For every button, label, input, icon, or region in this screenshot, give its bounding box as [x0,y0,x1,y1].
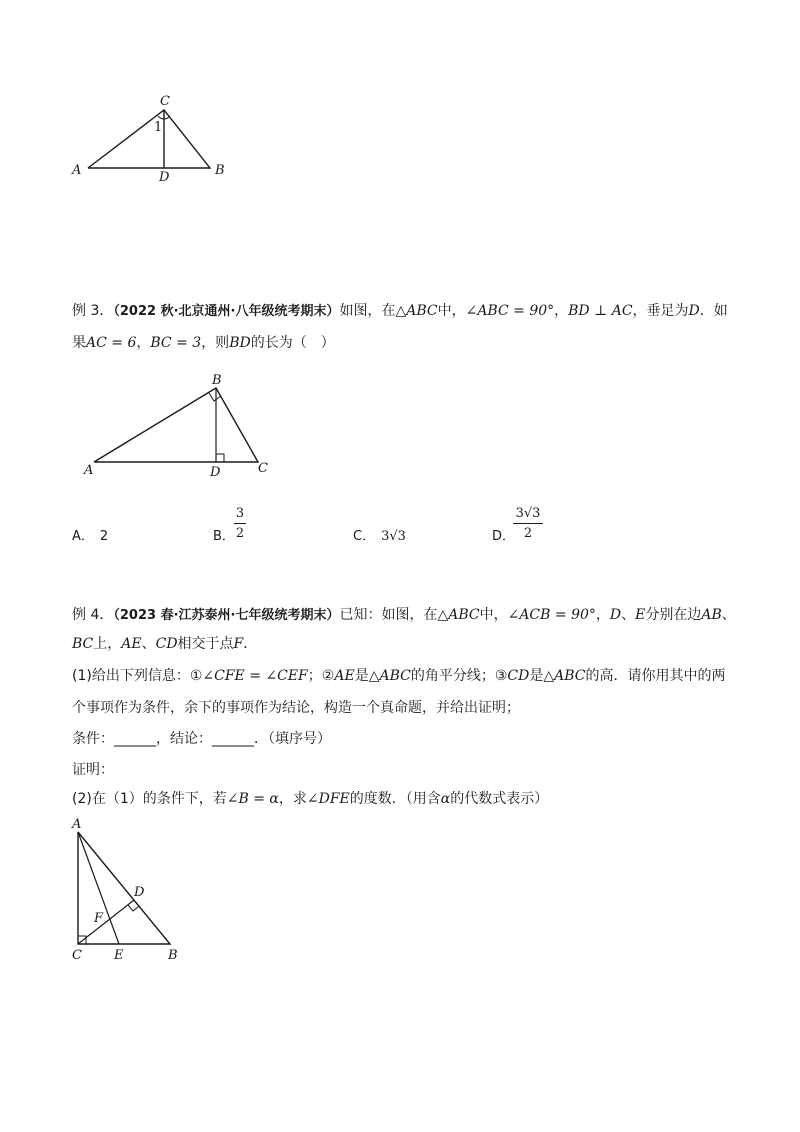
option-c-label: C． [353,529,376,544]
ex3-option-a [72,525,108,544]
ex4-text-c: ， [595,607,610,623]
ex4-p1-e: 是 [529,668,544,684]
ex3-label-d: D [210,465,221,480]
ex3-foot: ，垂足为 [632,303,689,319]
ex3-line1 [72,301,728,322]
ex3-comma: ， [554,303,569,319]
ex4-cond-line: 条件：______，结论：______．（填序号） [72,731,331,747]
ex4-p1-f: 的高．请你用其中的两 [585,668,726,684]
ex4-condition-line [72,729,331,749]
ex3-prefix: 例 3． [72,303,114,319]
ex3-angle: ∠ABC = 90° [465,303,555,319]
ex4-p1-ae: AE [334,668,355,684]
ex3-option-c [353,525,406,544]
ex4-d: D [609,607,622,623]
ex4-source: （2023 春·江苏泰州·七年级统考期末） [113,608,340,623]
ex3-perp: BD ⊥ AC [568,303,633,319]
ex4-ae: AE [121,636,142,652]
ex4-p1-b: ；② [307,668,335,684]
ex4-proof-label [72,760,114,780]
ex4-p2-e: 的度数．（用含 [349,791,441,807]
ex4-text-d: 分别在边 [645,607,702,623]
ex3-bd: BD [229,335,251,351]
ex3-right-angle-d [216,454,224,462]
figure-ex3-triangle [76,370,286,482]
ex3-ac: AC = 6 [86,335,137,351]
ex3-comma2: ， [136,335,151,351]
figure-triangle-acb [60,88,240,188]
ex3-option-d-fraction [513,506,543,541]
ex4-text-l2d: ． [243,636,258,652]
ex4-p1-c: 是 [354,668,369,684]
figure-ex4-triangle [64,812,194,967]
option-d-label: D． [492,529,516,544]
ex4-f: F [233,636,244,652]
triangle-outline [88,110,210,168]
ex4-label-d: D [134,885,145,900]
option-d-numerator: 3√3 [515,506,541,521]
option-d-denominator: 2 [523,526,533,541]
ex4-text-b: 中， [479,607,508,623]
ex3-d: D [688,303,700,319]
ex4-label-b: B [168,948,178,963]
ex3-option-d [492,525,515,544]
ex4-triangle-outline [78,832,170,944]
ex4-part2 [72,789,548,809]
ex4-p2-alpha: α [440,791,451,807]
ex4-ab: AB [701,607,722,623]
ex4-label-f: F [94,911,104,926]
option-b-label: B． [213,529,235,544]
ex4-text-l2a: 上， [93,636,122,652]
ex3-label-c: C [258,461,268,476]
ex4-label-c: C [72,948,82,963]
ex4-e: E [635,607,646,623]
ex4-proof: 证明： [72,762,114,778]
ex4-prefix: 例 4． [72,607,114,623]
ex4-cd: CD [155,636,178,652]
ex4-angle: ∠ACB = 90° [507,607,596,623]
ex4-p1-a: (1)给出下列信息：① [72,668,203,684]
ex4-label-e: E [114,948,124,963]
ex4-part1-line1 [72,666,725,686]
ex4-bc: BC [72,636,94,652]
ex3-question: 的长为（ ） [250,335,335,351]
ex3-then: ，则 [201,335,230,351]
option-b-numerator: 3 [235,506,245,521]
ex3-option-b-fraction [234,506,246,541]
ex4-text-e: 、 [721,607,736,623]
option-c-value: 3√3 [381,529,406,544]
ex3-source: （2022 秋·北京通州·八年级统考期末） [113,304,340,319]
option-b-denominator: 2 [235,526,245,541]
ex3-triangle: △ABC [395,303,438,319]
ex4-p2-c: ，求 [278,791,307,807]
ex4-text-l2b: 、 [141,636,156,652]
ex3-text: 如图，在 [339,303,396,319]
ex3-ru: ．如 [699,303,728,319]
option-a-value: 2 [99,529,109,544]
ex4-p1-tri: △ABC [368,668,411,684]
ex4-p1-line2: 个事项作为条件，余下的事项作为结论，构造一个真命题，并给出证明； [72,700,520,716]
label-a: A [72,163,82,178]
ex4-p2-a: (2)在（1）的条件下，若 [72,791,227,807]
label-d: D [159,170,170,185]
ex3-label-b: B [212,373,222,388]
ex4-right-angle-d [128,905,139,911]
option-a-label: A． [72,529,94,544]
ex4-part1-line2 [72,698,520,718]
ex3-guo: 果 [72,335,86,351]
ex3-bc: BC = 3 [150,335,202,351]
ex3-label-a: A [84,463,94,478]
ex4-p2-b: ∠B = α [226,791,279,807]
ex4-text-a: 已知：如图，在 [339,607,438,623]
ex4-p2-d: ∠DFE [306,791,350,807]
ex4-p1-cd: CD [507,668,530,684]
ex4-p1-tri2: △ABC [543,668,586,684]
ex4-p2-g: 的代数式表示） [450,791,549,807]
ex4-label-a: A [72,817,82,832]
ex4-sep: 、 [621,607,636,623]
label-angle-1: 1 [154,120,163,135]
ex4-triangle: △ABC [437,607,480,623]
ex4-line1 [72,605,736,626]
label-c: C [160,94,170,109]
ex4-p1-d: 的角平分线；③ [410,668,508,684]
ex4-text-l2c: 相交于点 [177,636,234,652]
ex4-line2 [72,634,257,654]
ex3-option-b [213,525,235,544]
label-b: B [215,163,225,178]
ex4-p1-cond1: ∠CFE = ∠CEF [202,668,308,684]
ex3-text-in: 中， [437,303,466,319]
ex3-triangle-outline [94,388,258,462]
ex3-line2 [72,333,335,353]
